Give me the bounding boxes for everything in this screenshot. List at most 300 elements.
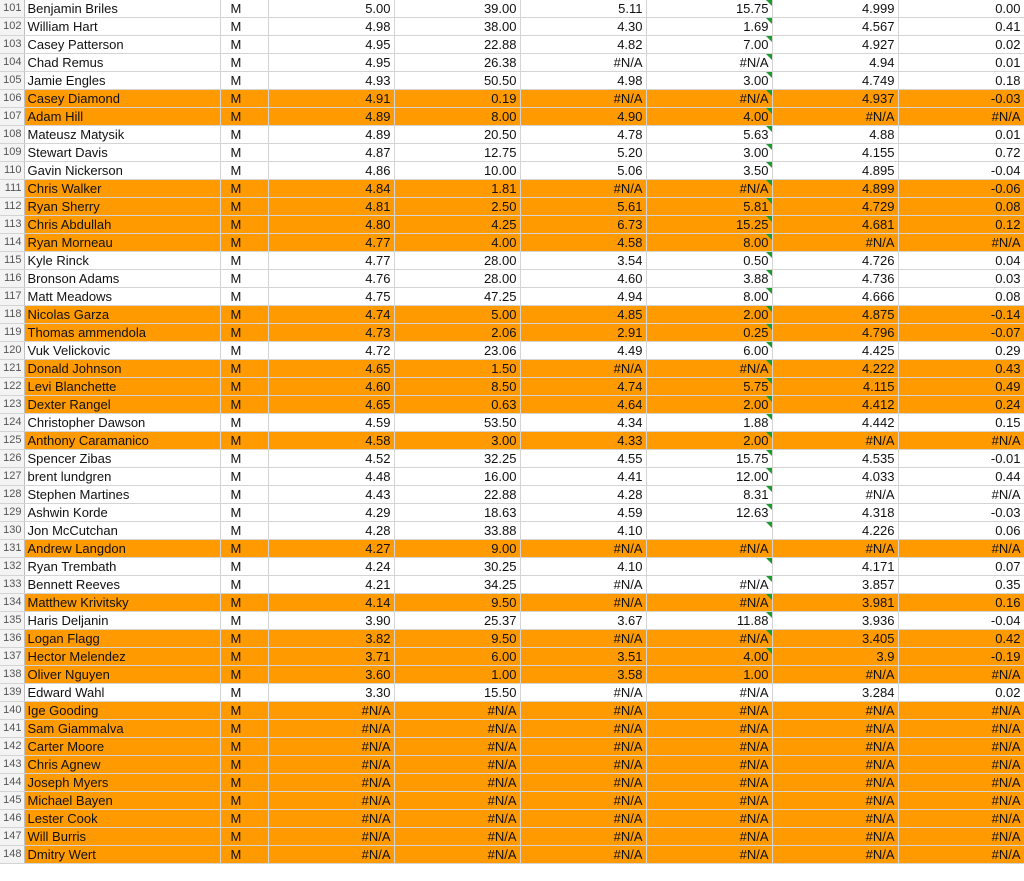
cell-name[interactable] (24, 324, 220, 342)
cell-col-d[interactable] (268, 612, 394, 630)
cell-col-d[interactable] (268, 378, 394, 396)
cell-col-g[interactable] (646, 36, 772, 54)
cell-col-g[interactable] (646, 774, 772, 792)
cell-col-g[interactable] (646, 216, 772, 234)
cell-sex[interactable] (220, 90, 268, 108)
cell-sex[interactable] (220, 738, 268, 756)
table-row[interactable] (0, 648, 1024, 666)
cell-name[interactable] (24, 72, 220, 90)
row-number[interactable] (0, 234, 24, 252)
cell-col-f[interactable] (520, 54, 646, 72)
cell-col-f[interactable] (520, 288, 646, 306)
cell-col-i[interactable] (898, 0, 1024, 18)
cell-col-g[interactable] (646, 594, 772, 612)
row-number[interactable] (0, 486, 24, 504)
row-number[interactable] (0, 846, 24, 864)
table-row[interactable] (0, 576, 1024, 594)
row-number[interactable] (0, 396, 24, 414)
cell-col-i[interactable] (898, 540, 1024, 558)
comment-indicator-icon[interactable] (766, 594, 772, 600)
cell-sex[interactable] (220, 846, 268, 864)
cell-col-h[interactable] (772, 702, 898, 720)
row-number[interactable] (0, 324, 24, 342)
cell-col-d[interactable] (268, 468, 394, 486)
cell-col-e[interactable] (394, 684, 520, 702)
cell-col-g[interactable] (646, 72, 772, 90)
cell-col-g[interactable] (646, 306, 772, 324)
cell-col-i[interactable] (898, 666, 1024, 684)
cell-col-i[interactable] (898, 702, 1024, 720)
cell-col-e[interactable] (394, 108, 520, 126)
row-number[interactable] (0, 180, 24, 198)
cell-col-f[interactable] (520, 774, 646, 792)
comment-indicator-icon[interactable] (766, 342, 772, 348)
cell-name[interactable] (24, 54, 220, 72)
cell-col-e[interactable] (394, 828, 520, 846)
cell-col-d[interactable] (268, 396, 394, 414)
cell-sex[interactable] (220, 72, 268, 90)
cell-name[interactable] (24, 702, 220, 720)
cell-col-f[interactable] (520, 36, 646, 54)
table-row[interactable] (0, 738, 1024, 756)
table-row[interactable] (0, 198, 1024, 216)
row-number[interactable] (0, 666, 24, 684)
row-number[interactable] (0, 612, 24, 630)
cell-col-i[interactable] (898, 252, 1024, 270)
cell-col-g[interactable] (646, 18, 772, 36)
cell-col-g[interactable] (646, 684, 772, 702)
cell-sex[interactable] (220, 414, 268, 432)
row-number[interactable] (0, 378, 24, 396)
cell-col-d[interactable] (268, 342, 394, 360)
cell-col-g[interactable] (646, 756, 772, 774)
cell-col-e[interactable] (394, 756, 520, 774)
cell-sex[interactable] (220, 792, 268, 810)
table-row[interactable] (0, 702, 1024, 720)
row-number[interactable] (0, 36, 24, 54)
table-row[interactable] (0, 396, 1024, 414)
cell-col-i[interactable] (898, 774, 1024, 792)
cell-col-g[interactable] (646, 504, 772, 522)
cell-col-e[interactable] (394, 252, 520, 270)
comment-indicator-icon[interactable] (766, 144, 772, 150)
cell-sex[interactable] (220, 468, 268, 486)
cell-col-d[interactable] (268, 180, 394, 198)
cell-col-e[interactable] (394, 522, 520, 540)
cell-col-g[interactable] (646, 270, 772, 288)
cell-sex[interactable] (220, 828, 268, 846)
cell-name[interactable] (24, 468, 220, 486)
cell-name[interactable] (24, 666, 220, 684)
table-row[interactable] (0, 126, 1024, 144)
row-number[interactable] (0, 468, 24, 486)
cell-col-g[interactable] (646, 576, 772, 594)
cell-name[interactable] (24, 360, 220, 378)
cell-name[interactable] (24, 36, 220, 54)
comment-indicator-icon[interactable] (766, 36, 772, 42)
cell-col-g[interactable] (646, 432, 772, 450)
row-number[interactable] (0, 342, 24, 360)
cell-col-h[interactable] (772, 468, 898, 486)
comment-indicator-icon[interactable] (766, 108, 772, 114)
row-number[interactable] (0, 216, 24, 234)
table-row[interactable] (0, 144, 1024, 162)
cell-col-e[interactable] (394, 738, 520, 756)
cell-col-g[interactable] (646, 324, 772, 342)
cell-name[interactable] (24, 162, 220, 180)
cell-sex[interactable] (220, 522, 268, 540)
cell-col-f[interactable] (520, 252, 646, 270)
cell-col-h[interactable] (772, 288, 898, 306)
cell-col-e[interactable] (394, 216, 520, 234)
cell-col-h[interactable] (772, 162, 898, 180)
cell-name[interactable] (24, 720, 220, 738)
row-number[interactable] (0, 774, 24, 792)
cell-col-d[interactable] (268, 594, 394, 612)
table-row[interactable] (0, 252, 1024, 270)
table-row[interactable] (0, 342, 1024, 360)
cell-col-e[interactable] (394, 36, 520, 54)
cell-col-e[interactable] (394, 774, 520, 792)
cell-name[interactable] (24, 342, 220, 360)
table-row[interactable] (0, 378, 1024, 396)
cell-col-e[interactable] (394, 180, 520, 198)
cell-col-d[interactable] (268, 252, 394, 270)
cell-col-d[interactable] (268, 810, 394, 828)
cell-name[interactable] (24, 216, 220, 234)
cell-col-f[interactable] (520, 126, 646, 144)
cell-sex[interactable] (220, 702, 268, 720)
table-row[interactable] (0, 306, 1024, 324)
comment-indicator-icon[interactable] (766, 360, 772, 366)
cell-col-f[interactable] (520, 828, 646, 846)
cell-col-h[interactable] (772, 846, 898, 864)
cell-sex[interactable] (220, 162, 268, 180)
cell-col-f[interactable] (520, 522, 646, 540)
row-number[interactable] (0, 720, 24, 738)
cell-col-h[interactable] (772, 810, 898, 828)
cell-col-d[interactable] (268, 558, 394, 576)
comment-indicator-icon[interactable] (766, 288, 772, 294)
cell-col-f[interactable] (520, 414, 646, 432)
cell-col-h[interactable] (772, 828, 898, 846)
comment-indicator-icon[interactable] (766, 432, 772, 438)
cell-sex[interactable] (220, 666, 268, 684)
row-number[interactable] (0, 54, 24, 72)
cell-col-e[interactable] (394, 396, 520, 414)
cell-col-i[interactable] (898, 378, 1024, 396)
cell-col-h[interactable] (772, 0, 898, 18)
cell-col-g[interactable] (646, 666, 772, 684)
cell-col-f[interactable] (520, 432, 646, 450)
cell-name[interactable] (24, 252, 220, 270)
cell-col-f[interactable] (520, 396, 646, 414)
cell-col-e[interactable] (394, 486, 520, 504)
cell-name[interactable] (24, 738, 220, 756)
cell-sex[interactable] (220, 108, 268, 126)
cell-name[interactable] (24, 594, 220, 612)
comment-indicator-icon[interactable] (766, 18, 772, 24)
cell-col-e[interactable] (394, 630, 520, 648)
cell-col-f[interactable] (520, 0, 646, 18)
row-number[interactable] (0, 540, 24, 558)
table-row[interactable] (0, 828, 1024, 846)
cell-sex[interactable] (220, 234, 268, 252)
table-row[interactable] (0, 792, 1024, 810)
cell-col-h[interactable] (772, 738, 898, 756)
cell-name[interactable] (24, 90, 220, 108)
cell-col-h[interactable] (772, 540, 898, 558)
cell-col-g[interactable] (646, 396, 772, 414)
table-row[interactable] (0, 540, 1024, 558)
cell-col-i[interactable] (898, 72, 1024, 90)
cell-sex[interactable] (220, 756, 268, 774)
cell-name[interactable] (24, 432, 220, 450)
cell-col-i[interactable] (898, 414, 1024, 432)
comment-indicator-icon[interactable] (766, 198, 772, 204)
cell-col-f[interactable] (520, 90, 646, 108)
cell-col-i[interactable] (898, 594, 1024, 612)
table-row[interactable] (0, 432, 1024, 450)
cell-col-d[interactable] (268, 450, 394, 468)
row-number[interactable] (0, 270, 24, 288)
table-row[interactable] (0, 522, 1024, 540)
cell-col-f[interactable] (520, 18, 646, 36)
cell-name[interactable] (24, 630, 220, 648)
cell-col-g[interactable] (646, 792, 772, 810)
cell-name[interactable] (24, 504, 220, 522)
row-number[interactable] (0, 108, 24, 126)
cell-sex[interactable] (220, 54, 268, 72)
cell-col-h[interactable] (772, 576, 898, 594)
cell-col-g[interactable] (646, 810, 772, 828)
cell-col-h[interactable] (772, 414, 898, 432)
cell-col-e[interactable] (394, 432, 520, 450)
cell-col-f[interactable] (520, 558, 646, 576)
cell-col-f[interactable] (520, 630, 646, 648)
cell-col-h[interactable] (772, 486, 898, 504)
cell-name[interactable] (24, 450, 220, 468)
comment-indicator-icon[interactable] (766, 630, 772, 636)
cell-col-e[interactable] (394, 0, 520, 18)
cell-name[interactable] (24, 0, 220, 18)
cell-col-i[interactable] (898, 306, 1024, 324)
cell-name[interactable] (24, 846, 220, 864)
table-row[interactable] (0, 684, 1024, 702)
cell-col-f[interactable] (520, 108, 646, 126)
row-number[interactable] (0, 450, 24, 468)
cell-col-i[interactable] (898, 612, 1024, 630)
cell-col-g[interactable] (646, 378, 772, 396)
cell-col-d[interactable] (268, 540, 394, 558)
cell-col-i[interactable] (898, 18, 1024, 36)
cell-col-e[interactable] (394, 846, 520, 864)
cell-sex[interactable] (220, 126, 268, 144)
cell-name[interactable] (24, 288, 220, 306)
cell-col-g[interactable] (646, 846, 772, 864)
table-row[interactable] (0, 180, 1024, 198)
cell-col-h[interactable] (772, 270, 898, 288)
cell-col-i[interactable] (898, 684, 1024, 702)
cell-name[interactable] (24, 540, 220, 558)
comment-indicator-icon[interactable] (766, 234, 772, 240)
cell-col-d[interactable] (268, 324, 394, 342)
cell-col-d[interactable] (268, 162, 394, 180)
cell-col-f[interactable] (520, 540, 646, 558)
cell-col-f[interactable] (520, 738, 646, 756)
table-row[interactable] (0, 270, 1024, 288)
cell-col-h[interactable] (772, 342, 898, 360)
cell-col-d[interactable] (268, 414, 394, 432)
cell-col-i[interactable] (898, 54, 1024, 72)
table-row[interactable] (0, 720, 1024, 738)
comment-indicator-icon[interactable] (766, 414, 772, 420)
cell-name[interactable] (24, 774, 220, 792)
cell-col-h[interactable] (772, 756, 898, 774)
cell-col-d[interactable] (268, 306, 394, 324)
cell-sex[interactable] (220, 648, 268, 666)
cell-col-e[interactable] (394, 234, 520, 252)
comment-indicator-icon[interactable] (766, 72, 772, 78)
table-row[interactable] (0, 612, 1024, 630)
row-number[interactable] (0, 684, 24, 702)
cell-col-e[interactable] (394, 594, 520, 612)
cell-col-i[interactable] (898, 108, 1024, 126)
cell-col-d[interactable] (268, 522, 394, 540)
cell-col-i[interactable] (898, 162, 1024, 180)
cell-col-f[interactable] (520, 504, 646, 522)
cell-col-d[interactable] (268, 270, 394, 288)
cell-sex[interactable] (220, 558, 268, 576)
cell-col-h[interactable] (772, 774, 898, 792)
cell-col-f[interactable] (520, 666, 646, 684)
cell-sex[interactable] (220, 576, 268, 594)
cell-col-h[interactable] (772, 36, 898, 54)
table-row[interactable] (0, 450, 1024, 468)
cell-col-h[interactable] (772, 126, 898, 144)
cell-sex[interactable] (220, 378, 268, 396)
cell-col-h[interactable] (772, 198, 898, 216)
row-number[interactable] (0, 576, 24, 594)
cell-sex[interactable] (220, 432, 268, 450)
cell-col-f[interactable] (520, 792, 646, 810)
cell-col-i[interactable] (898, 792, 1024, 810)
row-number[interactable] (0, 162, 24, 180)
cell-col-h[interactable] (772, 18, 898, 36)
comment-indicator-icon[interactable] (766, 522, 772, 528)
cell-col-i[interactable] (898, 324, 1024, 342)
cell-col-g[interactable] (646, 648, 772, 666)
cell-col-h[interactable] (772, 792, 898, 810)
cell-col-d[interactable] (268, 432, 394, 450)
comment-indicator-icon[interactable] (766, 468, 772, 474)
cell-col-d[interactable] (268, 756, 394, 774)
table-row[interactable] (0, 486, 1024, 504)
row-number[interactable] (0, 522, 24, 540)
cell-name[interactable] (24, 810, 220, 828)
cell-col-d[interactable] (268, 72, 394, 90)
cell-col-d[interactable] (268, 198, 394, 216)
table-row[interactable] (0, 630, 1024, 648)
cell-sex[interactable] (220, 324, 268, 342)
cell-col-h[interactable] (772, 396, 898, 414)
cell-sex[interactable] (220, 612, 268, 630)
cell-col-d[interactable] (268, 216, 394, 234)
cell-col-d[interactable] (268, 720, 394, 738)
table-row[interactable] (0, 162, 1024, 180)
cell-name[interactable] (24, 270, 220, 288)
cell-col-g[interactable] (646, 828, 772, 846)
cell-col-i[interactable] (898, 738, 1024, 756)
cell-col-i[interactable] (898, 126, 1024, 144)
cell-col-h[interactable] (772, 522, 898, 540)
cell-col-h[interactable] (772, 216, 898, 234)
cell-sex[interactable] (220, 0, 268, 18)
cell-col-g[interactable] (646, 180, 772, 198)
cell-col-f[interactable] (520, 216, 646, 234)
table-row[interactable] (0, 666, 1024, 684)
cell-col-g[interactable] (646, 720, 772, 738)
row-number[interactable] (0, 810, 24, 828)
cell-col-f[interactable] (520, 846, 646, 864)
cell-name[interactable] (24, 18, 220, 36)
cell-col-h[interactable] (772, 666, 898, 684)
cell-col-h[interactable] (772, 648, 898, 666)
cell-col-g[interactable] (646, 90, 772, 108)
cell-col-i[interactable] (898, 450, 1024, 468)
cell-col-e[interactable] (394, 504, 520, 522)
cell-col-d[interactable] (268, 288, 394, 306)
cell-name[interactable] (24, 522, 220, 540)
cell-col-h[interactable] (772, 144, 898, 162)
cell-col-f[interactable] (520, 270, 646, 288)
cell-col-f[interactable] (520, 486, 646, 504)
cell-col-g[interactable] (646, 288, 772, 306)
row-number[interactable] (0, 432, 24, 450)
cell-col-f[interactable] (520, 450, 646, 468)
cell-col-g[interactable] (646, 360, 772, 378)
row-number[interactable] (0, 72, 24, 90)
cell-col-d[interactable] (268, 702, 394, 720)
cell-col-g[interactable] (646, 486, 772, 504)
cell-col-f[interactable] (520, 72, 646, 90)
cell-sex[interactable] (220, 252, 268, 270)
row-number[interactable] (0, 144, 24, 162)
cell-col-g[interactable] (646, 702, 772, 720)
table-row[interactable] (0, 0, 1024, 18)
cell-sex[interactable] (220, 198, 268, 216)
cell-col-d[interactable] (268, 504, 394, 522)
cell-col-h[interactable] (772, 252, 898, 270)
cell-col-h[interactable] (772, 180, 898, 198)
cell-col-i[interactable] (898, 360, 1024, 378)
table-row[interactable] (0, 810, 1024, 828)
cell-col-i[interactable] (898, 846, 1024, 864)
row-number[interactable] (0, 504, 24, 522)
cell-sex[interactable] (220, 288, 268, 306)
cell-col-g[interactable] (646, 630, 772, 648)
cell-sex[interactable] (220, 594, 268, 612)
cell-col-g[interactable] (646, 342, 772, 360)
cell-col-e[interactable] (394, 54, 520, 72)
cell-col-h[interactable] (772, 630, 898, 648)
cell-col-i[interactable] (898, 396, 1024, 414)
cell-col-d[interactable] (268, 738, 394, 756)
table-row[interactable] (0, 72, 1024, 90)
cell-col-d[interactable] (268, 486, 394, 504)
row-number[interactable] (0, 90, 24, 108)
cell-name[interactable] (24, 126, 220, 144)
